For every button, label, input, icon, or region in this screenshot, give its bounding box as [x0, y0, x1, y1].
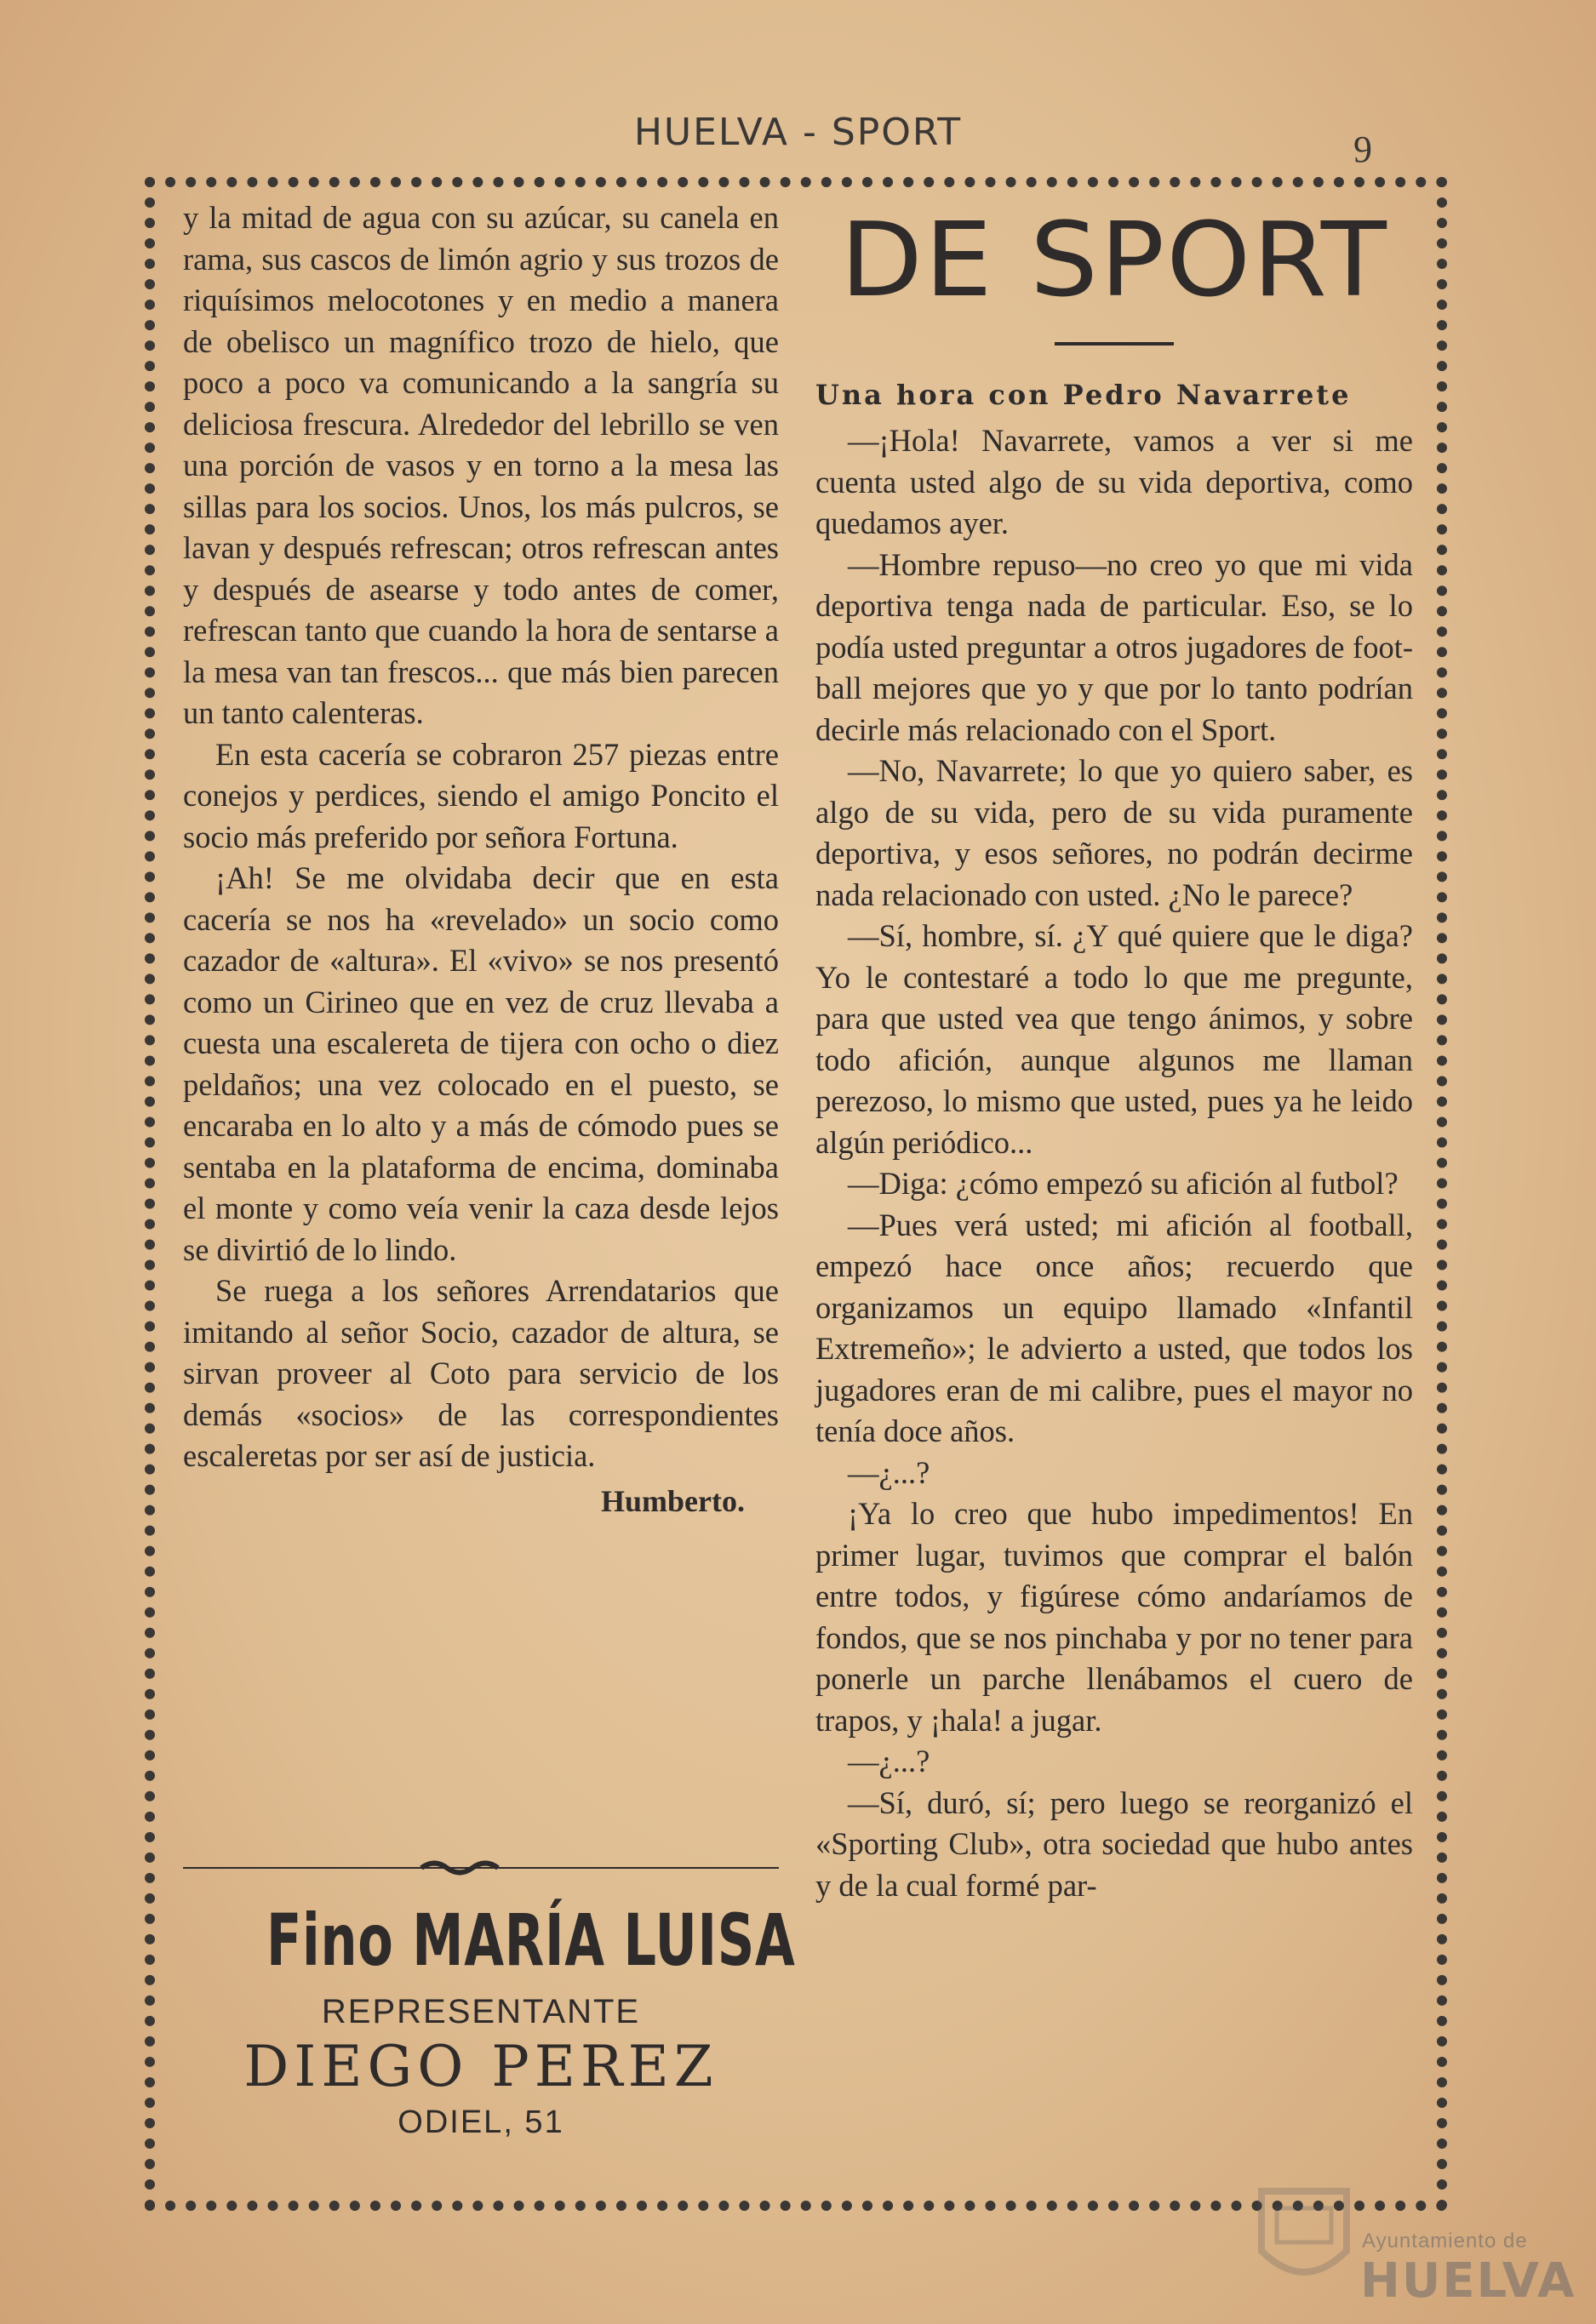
right-paragraph: —Diga: ¿cómo empezó su afición al futbol? — [848, 1166, 1399, 1201]
right-paragraph: —¡Hola! Navarrete, vamos a ver si me cuenta usted algo de su vida deportiva, como quedamos ayer. — [815, 423, 1413, 540]
left-paragraph: y la mitad de agua con su azúcar, su canela en rama, sus cascos de limón agrio y sus trozos de riquísimos melocotones y en medio a manera de obelisco un magnífico trozo de hielo, que poco a poco va comunicando a la sangría su deliciosa frescura. Alrededor del lebrillo se ven una porción de vasos y en torno a la mesa las sillas para los socios. Unos, los más pulcros, se lavan y después refrescan; otros refrescan antes y después de asearse y todo antes de comer, refrescan tanto que cuando la hora de sentarse a la mesa van tan frescos... que más bien parecen un tanto calenteras. — [183, 200, 779, 730]
watermark-line2: HUELVA — [1360, 2253, 1576, 2309]
left-paragraph: ¡Ah! Se me olvidaba decir que en esta cacería se nos ha «revelado» un socio como cazador de «altura». El «vivo» se nos presentó como un Cirineo que en vez de cruz llevaba a cuesta una escalereta de tijera con ocho o diez peldaños; una vez colocado en el puesto, se encaraba en lo alto y a más de cómodo pues se sentaba en la plataforma de encima, dominaba el monte y como veía venir la caza desde lejos se divirtió de lo lindo. — [183, 860, 779, 1267]
article-subtitle: Una hora con Pedro Navarrete — [815, 379, 1352, 411]
left-paragraph: En esta cacería se cobraron 257 piezas entre conejos y perdices, siendo el amigo Poncito el socio más preferido por señora Fortuna. — [183, 736, 779, 854]
ad-address: ODIEL, 51 — [398, 2104, 564, 2140]
page-number: 9 — [1353, 128, 1372, 170]
right-column — [815, 197, 1413, 1906]
wavy-divider — [183, 1855, 779, 1881]
right-paragraph: —No, Navarrete; lo que yo quiero saber, es algo de su vida, pero de su vida puramente deportiva, y esos señores, no podrán decirme nada relacionado con usted. ¿No le parece? — [815, 753, 1413, 912]
ad-representative-name: DIEGO PEREZ — [243, 2034, 718, 2099]
running-head: HUELVA - SPORT — [633, 111, 963, 154]
advertisement — [183, 1898, 796, 2141]
right-paragraph: ¡Ya lo creo que hubo impedimentos! En primer lugar, tuvimos que comprar el balón entre todos, y figúrese cómo andaríamos de fondos, que se nos pinchaba y por no tener para ponerle un parche llenábamos el cuero de trapos, y ¡hala! a jugar. — [815, 1496, 1413, 1738]
right-paragraph: —¿...? — [848, 1744, 930, 1779]
left-paragraph: Se ruega a los señores Arrendatarios que imitando al señor Socio, cazador de altura, se sirvan proveer al Coto para servicio de los demás «socios» de las correspondientes escaleretas por ser así de justicia. — [183, 1273, 779, 1473]
right-paragraph: —¿...? — [848, 1454, 930, 1490]
right-paragraph: —Pues verá usted; mi afición al football, empezó hace once años; recuerdo que organizamos un equipo llamado «Infantil Extremeño»; le advierto a usted, que todos los jugadores eran de mi calibre, pues el mayor no tenía doce años. — [815, 1207, 1413, 1448]
title-rule — [1055, 342, 1174, 345]
ad-product-name: Fino MARÍA LUISA — [266, 1899, 796, 1982]
right-paragraph: —Sí, hombre, sí. ¿Y qué quiere que le diga? Yo le contestaré a todo lo que me pregunte, para que usted vea que tengo ánimos, y sobre todo afición, aunque algunos me llaman perezoso, lo mismo que usted, pues ya he leido algún periódico... — [815, 918, 1413, 1160]
author-signature: Humberto. — [601, 1483, 745, 1518]
section-title: DE SPORT — [840, 202, 1388, 320]
watermark-line1: Ayuntamiento de — [1362, 2230, 1528, 2253]
ad-role: REPRESENTANTE — [321, 1993, 641, 2030]
left-column — [183, 197, 779, 1522]
right-paragraph: —Hombre repuso—no creo yo que mi vida deportiva tenga nada de particular. Eso, se lo podía usted preguntar a otros jugadores de foot-ball mejores que yo y que por lo tanto podrían decirle más relacionado con el Sport. — [815, 546, 1413, 747]
right-paragraph: —Sí, duró, sí; pero luego se reorganizó el «Sporting Club», otra sociedad que hubo antes y de la cual formé par- — [815, 1784, 1413, 1903]
